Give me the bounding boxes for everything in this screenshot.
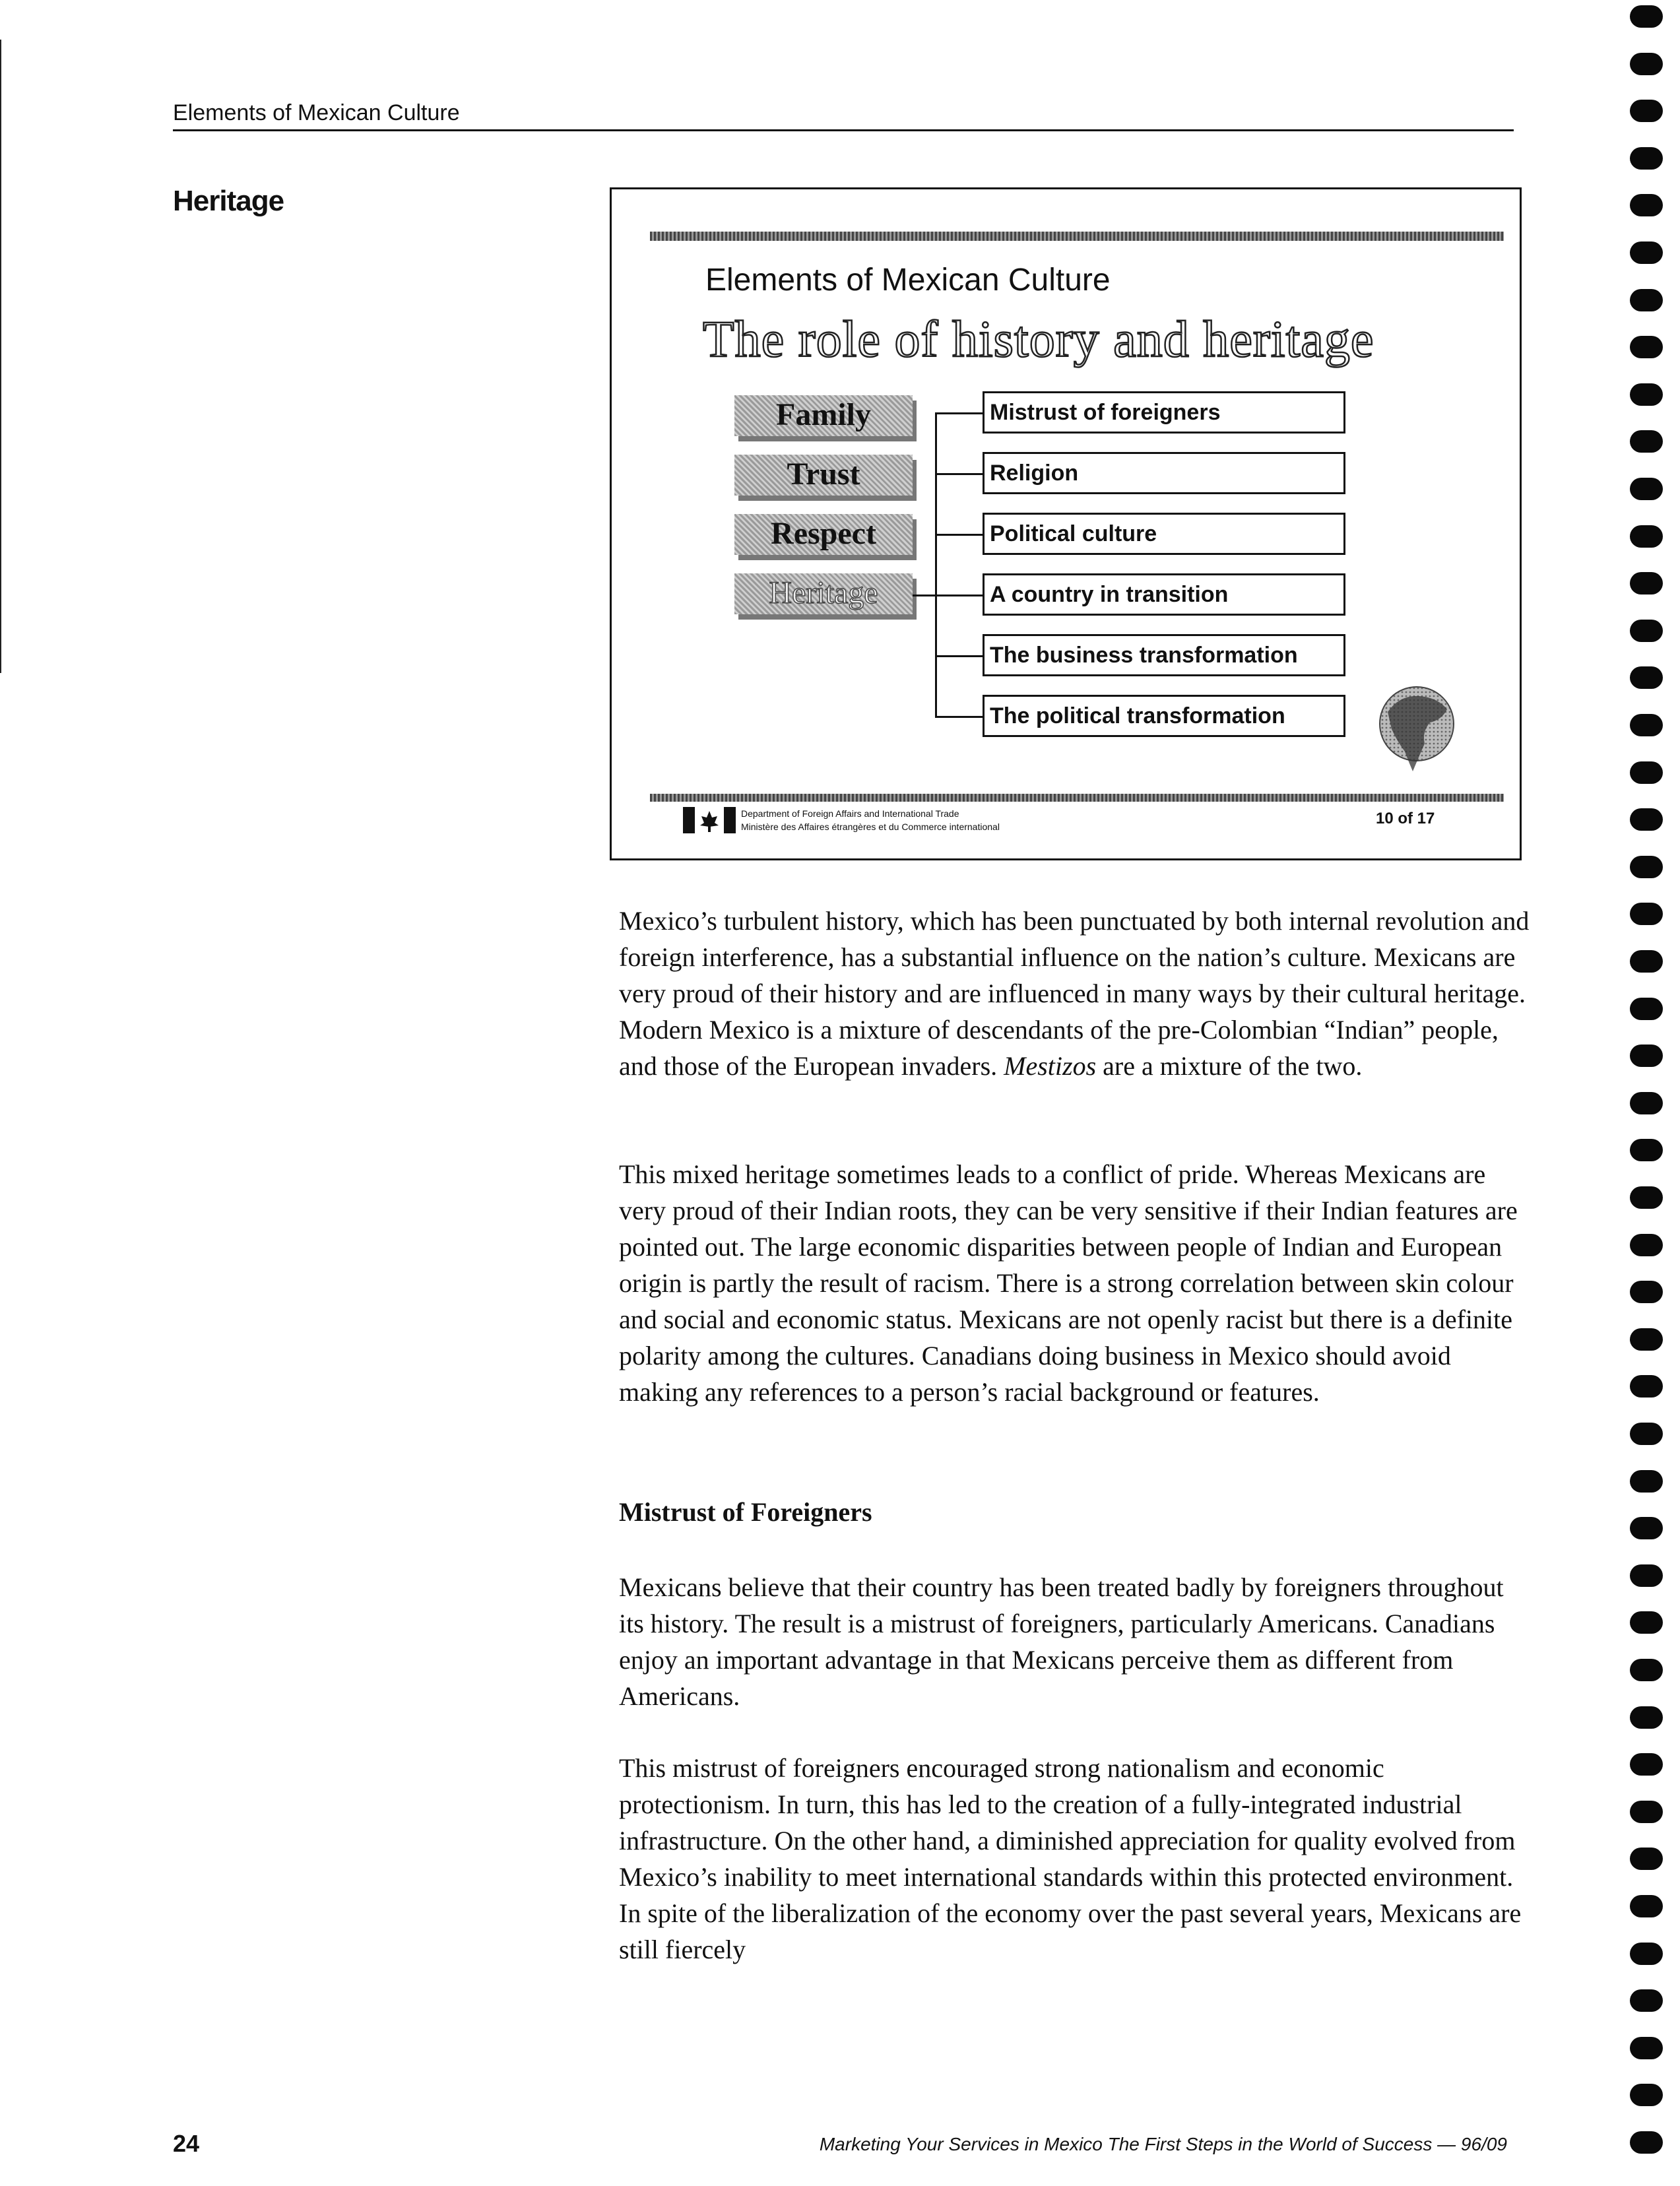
- globe-north-america-icon: [1373, 683, 1466, 782]
- binding-hole-icon: [1630, 383, 1663, 406]
- binding-hole-icon: [1630, 950, 1663, 973]
- topic-business-transformation: The business transformation: [983, 634, 1345, 676]
- running-header: Elements of Mexican Culture: [173, 100, 460, 125]
- binding-hole-icon: [1630, 1186, 1663, 1209]
- binding-hole-icon: [1630, 1989, 1663, 2012]
- binding-hole-icon: [1630, 2131, 1663, 2154]
- binding-hole-icon: [1630, 903, 1663, 925]
- topic-political-culture: Political culture: [983, 513, 1345, 555]
- binding-hole-icon: [1630, 147, 1663, 170]
- slide-subtitle: Elements of Mexican Culture: [705, 263, 1111, 298]
- tree-branch: [935, 412, 983, 414]
- topic-religion: Religion: [983, 452, 1345, 494]
- binding-hole-icon: [1630, 572, 1663, 595]
- binding-hole-icon: [1630, 478, 1663, 500]
- slide-page-indicator: 10 of 17: [1376, 810, 1435, 827]
- binding-hole-icon: [1630, 5, 1663, 28]
- binding-hole-icon: [1630, 1328, 1663, 1351]
- binding-hole-icon: [1630, 1423, 1663, 1445]
- binding-hole-icon: [1630, 1943, 1663, 1965]
- header-rule: [173, 129, 1514, 131]
- binding-hole-icon: [1630, 1092, 1663, 1114]
- binding-hole-icon: [1630, 525, 1663, 548]
- binding-hole-icon: [1630, 1281, 1663, 1303]
- pill-heritage: Heritage: [734, 573, 913, 614]
- slide-figure: [610, 187, 1522, 860]
- binding-hole-icon: [1630, 1753, 1663, 1776]
- binding-hole-icon: [1630, 241, 1663, 264]
- slide-top-band: [650, 232, 1504, 241]
- tree-link-heritage: [913, 595, 936, 596]
- department-name-en: Department of Foreign Affairs and International Trade: [741, 808, 959, 819]
- binding-hole-icon: [1630, 856, 1663, 878]
- italic-term: Mestizos: [1004, 1051, 1097, 1081]
- slide-bottom-band: [650, 794, 1504, 802]
- binding-hole-icon: [1630, 1470, 1663, 1493]
- department-name-fr: Ministère des Affaires étrangères et du Commerce international: [741, 821, 1000, 832]
- binding-hole-icon: [1630, 1564, 1663, 1587]
- subheading-mistrust: Mistrust of Foreigners: [619, 1497, 872, 1527]
- binding-hole-icon: [1630, 714, 1663, 736]
- binding-hole-icon: [1630, 666, 1663, 689]
- pill-family: Family: [734, 395, 913, 436]
- body-paragraph: This mixed heritage sometimes leads to a conflict of pride. Whereas Mexicans are very proud of their Indian roots, they can be very sensitive if their Indian features are pointed out. The large economic disparities between people of Indian and European origin is partly the result of racism. There is a strong correlation between skin colour and social and economic status. Mexicans are not openly racist but there is a definite polarity among the cultures. Canadians doing business in Mexico should avoid making any references to a person’s racial background or features.: [619, 1159, 1518, 1407]
- paragraph-text: are a mixture of the two.: [1096, 1051, 1363, 1081]
- tree-branch: [935, 595, 983, 596]
- binding-hole-icon: [1630, 100, 1663, 122]
- body-paragraph: [619, 903, 1530, 1084]
- footer-publication-title: Marketing Your Services in Mexico The First Steps in the World of Success — 96/09: [819, 2134, 1507, 2154]
- binding-hole-icon: [1630, 620, 1663, 642]
- binding-hole-icon: [1630, 289, 1663, 311]
- binding-hole-icon: [1630, 1234, 1663, 1256]
- binding-hole-icon: [1630, 1611, 1663, 1634]
- scan-edge: [0, 40, 1, 673]
- tree-branch: [935, 534, 983, 536]
- binding-hole-icon: [1630, 1706, 1663, 1729]
- binding-hole-icon: [1630, 53, 1663, 75]
- binding-hole-icon: [1630, 1895, 1663, 1917]
- pill-trust: Trust: [734, 455, 913, 496]
- binding-hole-icon: [1630, 2037, 1663, 2059]
- binding-hole-icon: [1630, 1139, 1663, 1161]
- page-number: 24: [173, 2130, 200, 2157]
- binding-hole-icon: [1630, 761, 1663, 784]
- slide-title: The role of history and heritage: [703, 310, 1374, 368]
- binding-hole-icon: [1630, 194, 1663, 216]
- binding-hole-icon: [1630, 808, 1663, 831]
- tree-trunk: [935, 412, 937, 716]
- binding-hole-icon: [1630, 1375, 1663, 1398]
- tree-branch: [935, 473, 983, 475]
- binding-hole-icon: [1630, 1045, 1663, 1067]
- binding-hole-icon: [1630, 1848, 1663, 1870]
- topic-country-transition: A country in transition: [983, 573, 1345, 616]
- topic-political-transformation: The political transformation: [983, 695, 1345, 737]
- topic-mistrust: Mistrust of foreigners: [983, 391, 1345, 434]
- body-paragraph: Mexicans believe that their country has been treated badly by foreigners throughout its history. The result is a mistrust of foreigners, particularly Americans. Canadians enjoy an important advantage in that Mexicans perceive them as different from Americans.: [619, 1572, 1504, 1711]
- binding-hole-icon: [1630, 998, 1663, 1020]
- binding-hole-icon: [1630, 2084, 1663, 2106]
- section-heading: Heritage: [173, 185, 284, 217]
- binding-hole-icon: [1630, 1659, 1663, 1681]
- binding-hole-icon: [1630, 336, 1663, 358]
- paragraph-text: Mexico’s turbulent history, which has been punctuated by both internal revolution and foreign interference, has a substantial influence on the nation’s culture. Mexicans are very proud of their history and are influenced in many ways by their cultural heritage. Modern Mexico is a mixture of descendants of the pre-Colombian “Indian” people, and those of the European invaders.: [619, 906, 1530, 1081]
- canada-flag-logo: [683, 806, 736, 835]
- binding-hole-icon: [1630, 1517, 1663, 1539]
- tree-branch: [935, 716, 983, 718]
- pill-respect: Respect: [734, 514, 913, 555]
- binding-strip: [1630, 0, 1669, 2186]
- binding-hole-icon: [1630, 430, 1663, 453]
- binding-hole-icon: [1630, 1801, 1663, 1823]
- body-paragraph: This mistrust of foreigners encouraged strong nationalism and economic protectionism. In turn, this has led to the creation of a fully-integrated industrial infrastructure. On the other hand, a diminished appreciation for quality evolved from Mexico’s inability to meet international standards within this protected environment. In spite of the liberalization of the economy over the past several years, Mexicans are still fiercely: [619, 1753, 1522, 1964]
- tree-branch: [935, 655, 983, 657]
